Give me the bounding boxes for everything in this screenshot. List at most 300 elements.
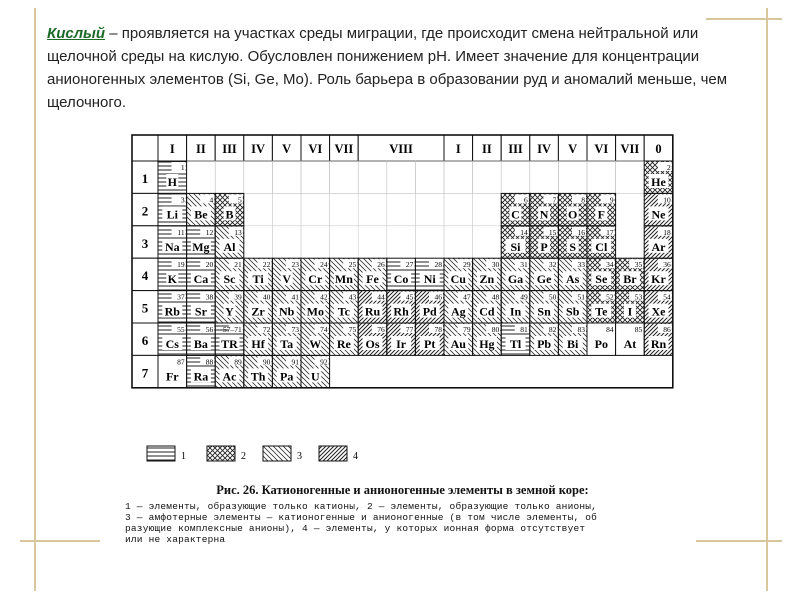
atomic-number: 6 [524, 195, 528, 205]
element-symbol: Kr [651, 272, 666, 287]
element-Mo [301, 291, 330, 323]
element-Ti [244, 258, 273, 290]
atomic-number: 73 [291, 325, 299, 334]
element-symbol: Na [164, 239, 180, 254]
element-Ir [387, 323, 416, 355]
element-Tc [330, 291, 359, 323]
element-Ge [530, 258, 559, 290]
element-Bi [558, 323, 587, 355]
atomic-number: 33 [577, 260, 585, 270]
paragraph-text: – проявляется на участках среды миграции, где происходит смена нейтральной или щелочной среды на кислую. Обусловлен понижением pH. Имеет значение для концентрации анионогенных элементов (Si, Ge, Mo). Роль барьера в образовании руд и аномалий меньше, чем щелочного. [47, 25, 728, 111]
element-symbol: Cu [450, 272, 466, 287]
empty-cell [187, 161, 216, 193]
empty-cell [244, 193, 273, 225]
empty-cell [530, 161, 559, 193]
element-symbol: I [627, 304, 633, 319]
element-symbol: TR [221, 337, 238, 351]
legend-label-2: 2 [241, 451, 246, 462]
element-symbol: Sn [537, 304, 551, 319]
element-Nb [272, 291, 301, 323]
element-symbol: Pt [424, 337, 436, 351]
caption-title: Рис. 26. Катионогенные и анионогенные элементы в земной коре: [216, 483, 589, 497]
element-symbol: H [167, 175, 177, 189]
atomic-number: 47 [463, 292, 471, 302]
frame-bottom-line-right [696, 540, 782, 542]
element-Li [158, 193, 187, 225]
term-kisly: Кислый [47, 25, 106, 42]
element-S [558, 226, 587, 258]
atomic-number: 89 [234, 357, 242, 367]
element-symbol: Ti [252, 272, 264, 287]
element-Fe [358, 258, 387, 290]
element-symbol: P [540, 239, 548, 254]
periodic-table [120, 125, 675, 430]
empty-cell [215, 161, 244, 193]
empty-cell [387, 226, 416, 258]
group-header: II [196, 142, 206, 156]
atomic-number: 82 [548, 325, 557, 334]
element-symbol: Ru [364, 304, 381, 319]
atomic-number: 38 [205, 292, 214, 302]
element-symbol: Ra [193, 369, 209, 384]
atomic-number: 48 [491, 292, 500, 302]
empty-cell [358, 226, 387, 258]
atomic-number: 10 [663, 195, 671, 205]
group-header: IV [251, 142, 266, 156]
atomic-number: 79 [463, 325, 471, 334]
element-Co [387, 258, 416, 290]
group-header: III [508, 142, 523, 156]
element-Rb [158, 291, 187, 323]
element-symbol: Cl [595, 239, 608, 254]
element-symbol: Pb [537, 337, 552, 351]
atomic-number: 3 [180, 195, 185, 205]
caption-line: разующие комплексные анионы), 4 — элементы, у которых ионная форма отсутствует [125, 523, 586, 534]
empty-cell [415, 226, 444, 258]
atomic-number: 7 [552, 195, 557, 205]
element-Os [358, 323, 387, 355]
atomic-number: 80 [491, 325, 500, 334]
element-symbol: B [225, 207, 234, 222]
element-symbol: Tc [337, 304, 351, 319]
atomic-number: 57–71 [223, 325, 242, 334]
atomic-number: 23 [291, 260, 299, 270]
element-Po [587, 323, 616, 355]
atomic-number: 87 [177, 357, 185, 367]
empty-cell [301, 226, 330, 258]
empty-cell [330, 161, 359, 193]
element-C [501, 193, 530, 225]
element-Cu [444, 258, 473, 290]
element-symbol: F [597, 207, 605, 222]
empty-cell [358, 161, 387, 193]
empty-cell [358, 193, 387, 225]
legend-item-3 [263, 446, 302, 462]
element-Hg [473, 323, 502, 355]
legend-item-2 [207, 446, 246, 462]
element-symbol: Rn [650, 337, 667, 351]
group-header: V [568, 142, 578, 156]
element-symbol: Ir [396, 337, 407, 351]
element-Zn [473, 258, 502, 290]
element-In [501, 291, 530, 323]
empty-cell [244, 161, 273, 193]
element-symbol: In [509, 304, 522, 319]
element-symbol: Ar [651, 239, 666, 254]
element-symbol: Br [623, 272, 637, 287]
element-Cs [158, 323, 187, 355]
empty-cell [444, 193, 473, 225]
atomic-number: 86 [663, 325, 671, 334]
group-header: VI [594, 142, 609, 156]
element-U [301, 355, 330, 387]
element-Zr [244, 291, 273, 323]
group-header: IV [537, 142, 552, 156]
empty-cell [587, 161, 616, 193]
atomic-number: 50 [548, 292, 557, 302]
element-Rh [387, 291, 416, 323]
element-symbol: Sb [566, 304, 580, 319]
atomic-number: 42 [320, 292, 328, 302]
element-symbol: He [651, 175, 666, 189]
legend-label-3: 3 [297, 451, 302, 462]
element-symbol: Sc [223, 272, 236, 287]
legend-label-1: 1 [181, 451, 186, 462]
element-Sb [558, 291, 587, 323]
atomic-number: 84 [606, 325, 614, 334]
element-symbol: As [566, 272, 580, 287]
frame-left-line [34, 8, 36, 591]
element-symbol: Co [393, 272, 409, 287]
atomic-number: 92 [320, 357, 328, 367]
element-symbol: C [511, 207, 520, 222]
element-symbol: Xe [651, 304, 666, 319]
empty-cell [272, 193, 301, 225]
element-symbol: Zn [479, 272, 495, 287]
element-symbol: Mn [334, 272, 353, 287]
atomic-number: 54 [663, 292, 671, 302]
empty-cell [616, 161, 645, 193]
element-Pb [530, 323, 559, 355]
atomic-number: 72 [262, 325, 271, 334]
empty-cell [444, 226, 473, 258]
element-symbol: W [309, 337, 322, 351]
empty-cell [301, 161, 330, 193]
element-symbol: Nb [279, 304, 295, 319]
atomic-number: 5 [238, 195, 242, 205]
legend [145, 443, 405, 465]
periodic-table-figure [120, 125, 675, 430]
element-Th [244, 355, 273, 387]
atomic-number: 41 [291, 292, 299, 302]
element-symbol: S [569, 239, 577, 254]
element-He [644, 161, 673, 193]
atomic-number: 53 [634, 292, 643, 302]
period-label: 4 [141, 268, 149, 284]
element-Au [444, 323, 473, 355]
element-symbol: Se [595, 272, 608, 287]
frame-bottom-line-left [20, 540, 100, 542]
atomic-number: 13 [234, 227, 242, 237]
empty-cell [501, 161, 530, 193]
element-symbol: K [167, 272, 177, 287]
element-As [558, 258, 587, 290]
atomic-number: 43 [348, 292, 357, 302]
element-symbol: Th [250, 369, 266, 384]
atomic-number: 91 [291, 357, 299, 367]
element-symbol: Be [194, 207, 208, 222]
element-symbol: Y [225, 304, 234, 319]
atomic-number: 9 [609, 195, 614, 205]
element-symbol: Cs [165, 337, 179, 351]
element-symbol: Rb [164, 304, 180, 319]
element-symbol: At [623, 337, 637, 351]
group-header: I [455, 142, 461, 156]
empty-cell [301, 193, 330, 225]
element-symbol: Pa [280, 369, 294, 384]
element-Ru [358, 291, 387, 323]
element-W [301, 323, 330, 355]
atomic-number: 85 [634, 325, 643, 334]
empty-cell [387, 161, 416, 193]
empty-cell [473, 161, 502, 193]
group-header: VII [334, 142, 354, 156]
element-Ac [215, 355, 244, 387]
element-Ra [187, 355, 216, 387]
atomic-number: 78 [434, 325, 442, 334]
atomic-number: 22 [262, 260, 271, 270]
element-Hf [244, 323, 273, 355]
element-Kr [644, 258, 673, 290]
element-Si [501, 226, 530, 258]
atomic-number: 56 [205, 325, 214, 334]
atomic-number: 30 [491, 260, 500, 270]
atomic-number: 74 [320, 325, 328, 334]
element-symbol: Fr [165, 369, 179, 384]
atomic-number: 28 [434, 260, 442, 270]
atomic-number: 16 [577, 227, 585, 237]
element-Ar [644, 226, 673, 258]
element-symbol: Ne [651, 207, 666, 222]
element-Sr [187, 291, 216, 323]
atomic-number: 19 [177, 260, 185, 270]
group-header: 0 [655, 142, 662, 156]
atomic-number: 51 [577, 292, 585, 302]
element-Mn [330, 258, 359, 290]
slide-paragraph [47, 22, 747, 114]
atomic-number: 76 [377, 325, 385, 334]
empty-cell [558, 161, 587, 193]
element-Se [587, 258, 616, 290]
element-I [616, 291, 645, 323]
element-Sn [530, 291, 559, 323]
atomic-number: 45 [405, 292, 414, 302]
group-header: III [222, 142, 237, 156]
period-label: 2 [141, 203, 149, 219]
element-symbol: N [539, 207, 549, 222]
element-Cr [301, 258, 330, 290]
atomic-number: 34 [606, 260, 614, 270]
legend-item-1 [147, 446, 186, 462]
atomic-number: 37 [177, 292, 185, 302]
element-symbol: Li [166, 207, 178, 222]
atomic-number: 75 [348, 325, 357, 334]
atomic-number: 15 [548, 227, 557, 237]
atomic-number: 4 [209, 195, 214, 205]
atomic-number: 39 [234, 292, 242, 302]
atomic-number: 20 [205, 260, 214, 270]
element-At [616, 323, 645, 355]
element-symbol: Fe [366, 272, 379, 287]
element-Pa [272, 355, 301, 387]
legend-swatches [145, 443, 405, 465]
element-B [215, 193, 244, 225]
element-symbol: U [310, 369, 320, 384]
element-symbol: O [568, 207, 578, 222]
group-header: VIII [389, 142, 413, 156]
element-symbol: Cr [308, 272, 323, 287]
empty-cell [444, 161, 473, 193]
period-label: 7 [141, 365, 149, 381]
element-Te [587, 291, 616, 323]
element-symbol: Rh [393, 304, 409, 319]
frame-right-line [766, 8, 768, 591]
element-P [530, 226, 559, 258]
group-header: VII [620, 142, 640, 156]
atomic-number: 11 [177, 227, 185, 237]
legend-item-4 [319, 446, 358, 462]
period-label: 6 [141, 333, 149, 348]
empty-cell [272, 226, 301, 258]
element-Sc [215, 258, 244, 290]
element-symbol: Al [223, 239, 236, 254]
period-label: 1 [141, 171, 149, 186]
empty-cell [415, 161, 444, 193]
element-symbol: Au [450, 337, 466, 351]
element-O [558, 193, 587, 225]
element-symbol: Hf [251, 337, 265, 351]
empty-cell [473, 226, 502, 258]
element-Ga [501, 258, 530, 290]
atomic-number: 77 [405, 325, 414, 334]
element-Tl [501, 323, 530, 355]
caption-body [125, 501, 680, 545]
atomic-number: 31 [520, 260, 528, 270]
element-symbol: Te [595, 304, 608, 319]
atomic-number: 35 [634, 260, 643, 270]
element-Na [158, 226, 187, 258]
element-Br [616, 258, 645, 290]
empty-cell [330, 226, 359, 258]
group-header: VI [308, 142, 323, 156]
atomic-number: 17 [606, 227, 614, 237]
element-Al [215, 226, 244, 258]
element-symbol: Si [510, 239, 521, 254]
empty-cell [330, 193, 359, 225]
element-symbol: Sr [194, 304, 207, 319]
element-symbol: Mg [192, 239, 210, 254]
atomic-number: 90 [262, 357, 271, 367]
atomic-number: 21 [234, 260, 242, 270]
element-Re [330, 323, 359, 355]
element-symbol: Ge [536, 272, 552, 287]
element-Rn [644, 323, 673, 355]
element-N [530, 193, 559, 225]
atomic-number: 49 [520, 292, 528, 302]
element-Y [215, 291, 244, 323]
atomic-number: 26 [377, 260, 385, 270]
element-symbol: Re [336, 337, 351, 351]
atomic-number: 44 [377, 292, 385, 302]
caption-line: 1 — элементы, образующие только катионы, 2 — элементы, образующие только анионы, [125, 501, 598, 512]
element-Ni [415, 258, 444, 290]
atomic-number: 52 [606, 292, 614, 302]
atomic-number: 1 [180, 163, 185, 172]
atomic-number: 36 [663, 260, 671, 270]
atomic-number: 27 [405, 260, 414, 270]
empty-cell [415, 193, 444, 225]
element-Ba [187, 323, 216, 355]
element-symbol: Ag [450, 304, 466, 319]
element-TR [215, 323, 244, 355]
element-symbol: Ac [222, 369, 237, 384]
atomic-number: 81 [520, 325, 528, 334]
element-K [158, 258, 187, 290]
legend-label-4: 4 [353, 451, 358, 462]
empty-cell [473, 193, 502, 225]
element-symbol: Os [365, 337, 380, 351]
element-symbol: Zr [251, 304, 265, 319]
group-header: I [169, 142, 175, 156]
element-Ta [272, 323, 301, 355]
atomic-number: 83 [577, 325, 585, 334]
figure-caption [125, 483, 680, 545]
element-Fr [158, 355, 187, 387]
element-symbol: Po [594, 337, 608, 351]
atomic-number: 2 [667, 163, 671, 172]
empty-cell [387, 193, 416, 225]
element-V [272, 258, 301, 290]
period-label: 5 [141, 300, 149, 316]
atomic-number: 32 [548, 260, 557, 270]
element-Be [187, 193, 216, 225]
atomic-number: 14 [520, 227, 528, 237]
frame-top-line-right [706, 18, 782, 20]
atomic-number: 12 [205, 227, 214, 237]
element-symbol: V [282, 272, 292, 287]
element-symbol: Bi [567, 337, 579, 351]
element-symbol: Ni [423, 272, 436, 287]
element-Cd [473, 291, 502, 323]
atomic-number: 25 [348, 260, 357, 270]
element-F [587, 193, 616, 225]
empty-cell [272, 161, 301, 193]
element-Cl [587, 226, 616, 258]
element-Ag [444, 291, 473, 323]
atomic-number: 55 [177, 325, 185, 334]
atomic-number: 8 [581, 195, 585, 205]
atomic-number: 24 [320, 260, 328, 270]
element-Pd [415, 291, 444, 323]
element-H [158, 161, 187, 193]
element-symbol: Ta [280, 337, 294, 351]
atomic-number: 88 [205, 357, 214, 367]
atomic-number: 29 [463, 260, 471, 270]
element-symbol: Ba [193, 337, 208, 351]
element-symbol: Hg [479, 337, 495, 351]
element-Ne [644, 193, 673, 225]
empty-cell [244, 226, 273, 258]
